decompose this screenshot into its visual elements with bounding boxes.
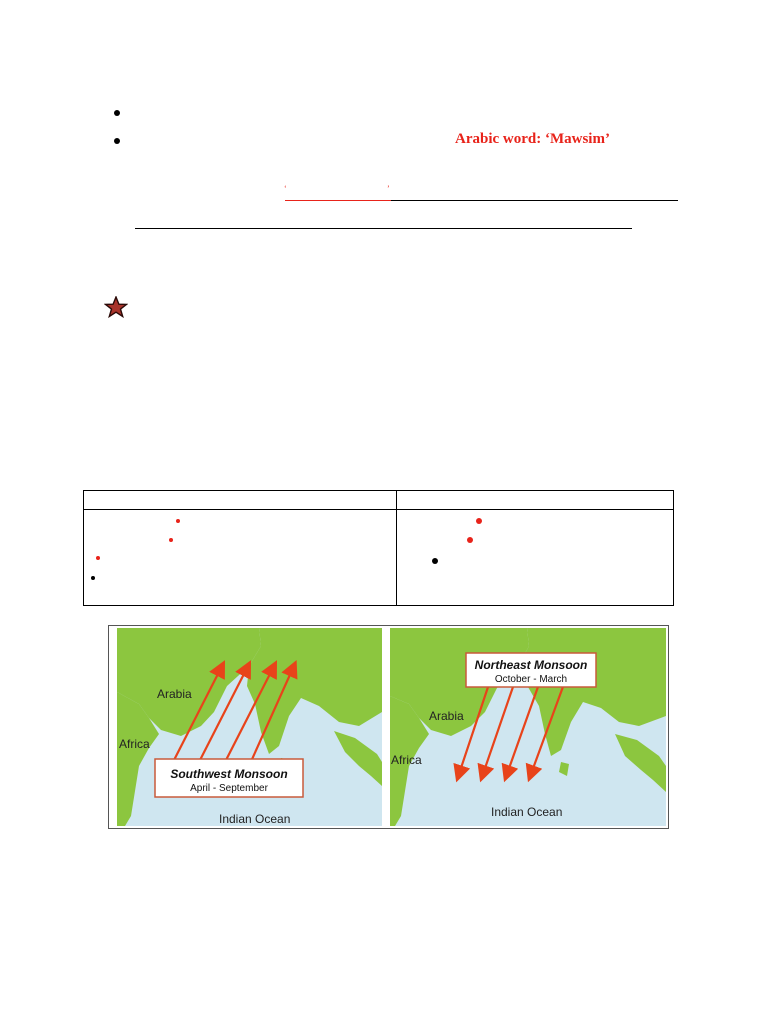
red-bullet <box>476 518 482 524</box>
southwest-monsoon-title: Southwest Monsoon <box>170 767 288 781</box>
region-label-ocean: Indian Ocean <box>219 812 291 826</box>
bullet-point <box>432 558 438 564</box>
region-label-arabia: Arabia <box>157 687 192 701</box>
close-quote: ’ <box>387 184 390 193</box>
region-label-ocean: Indian Ocean <box>491 805 563 819</box>
comparison-table <box>83 490 674 606</box>
region-label-arabia: Arabia <box>429 709 464 723</box>
bullet-point <box>114 138 120 144</box>
monsoon-maps <box>108 625 669 829</box>
red-bullet <box>176 519 180 523</box>
bullet-point <box>91 576 95 580</box>
answer-line <box>135 228 632 229</box>
bullet-point <box>114 110 120 116</box>
table-cell <box>397 510 674 606</box>
northeast-monsoon-title: Northeast Monsoon <box>474 658 588 672</box>
southwest-monsoon-months: April - September <box>190 783 268 794</box>
table-cell <box>84 510 397 606</box>
red-bullet <box>96 556 100 560</box>
region-label-africa: Africa <box>391 753 422 767</box>
answer-line <box>391 200 678 201</box>
open-quote: ‘ <box>284 184 287 193</box>
star-icon <box>104 296 128 318</box>
northeast-monsoon-map <box>390 628 666 826</box>
table-header-cell <box>397 491 674 510</box>
red-bullet <box>169 538 173 542</box>
northeast-monsoon-months: October - March <box>494 674 568 685</box>
southwest-monsoon-map <box>117 628 382 826</box>
answer-blank-red <box>285 200 391 201</box>
table-header-cell <box>84 491 397 510</box>
red-bullet <box>467 537 473 543</box>
arabic-word-note: Arabic word: ‘Mawsim’ <box>455 131 610 147</box>
region-label-africa: Africa <box>119 737 150 751</box>
